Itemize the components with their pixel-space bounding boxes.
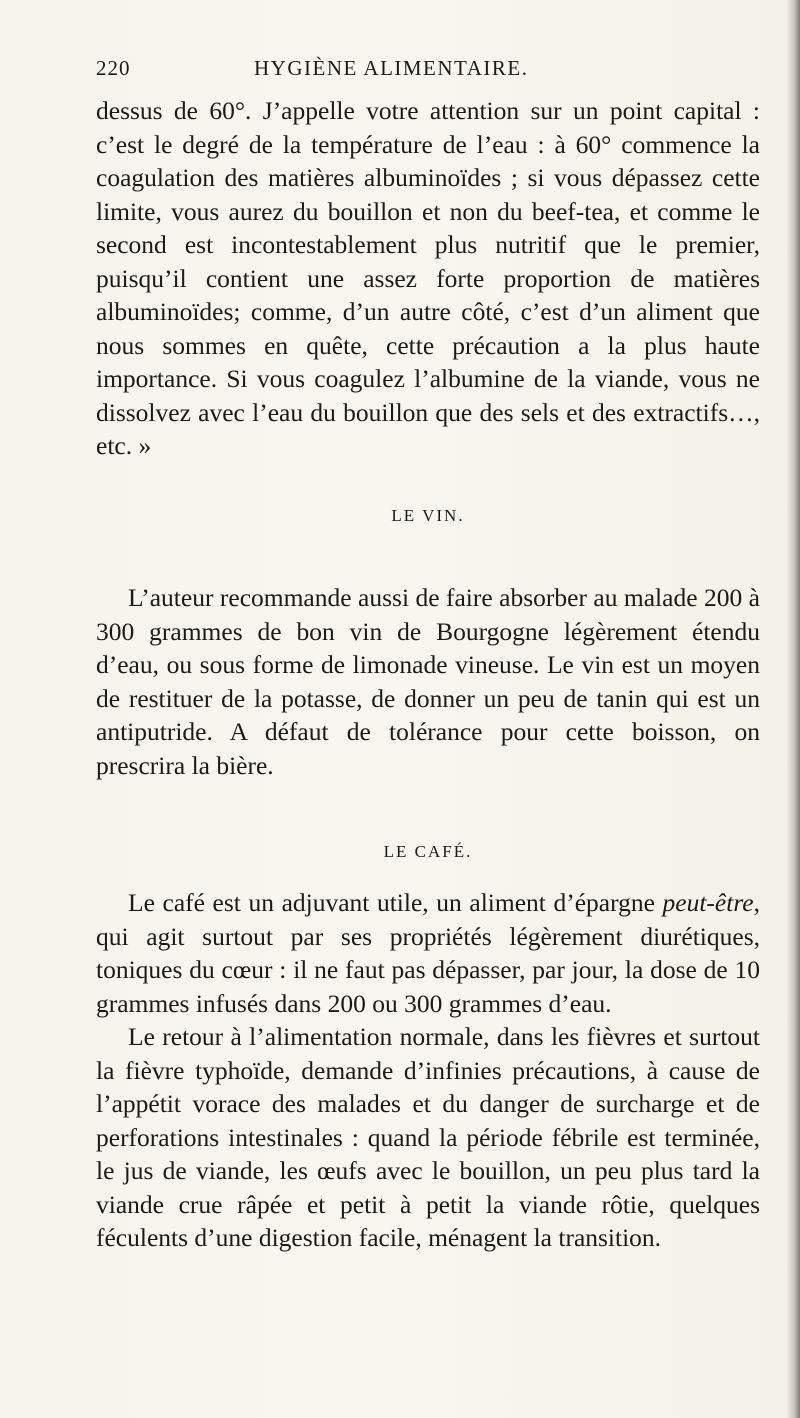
section-heading-vin: LE VIN. <box>391 506 465 525</box>
paragraph-text: L’auteur recommande aussi de faire absorber au malade 200 à 300 grammes de bon vin de Bourgogne légèrement étendu d’eau, ou sous forme de limonade vineuse. Le vin est un moyen de restituer de la potasse, de donner un peu de tanin qui est un antiputride. A défaut de tolérance pour cette boisson, on prescrira la bière. <box>96 583 760 780</box>
section-heading-cafe: LE CAFÉ. <box>383 842 473 861</box>
text-run: Le café est un adjuvant utile, un aliment d’épargne <box>128 888 663 917</box>
paragraph-cafe <box>96 886 760 1255</box>
running-head <box>96 56 760 86</box>
paragraph-vin <box>96 581 760 782</box>
paragraph-text-cafe <box>96 886 760 1020</box>
italic-text-run: peut-être <box>662 888 754 917</box>
running-title: HYGIÈNE ALIMENTAIRE. <box>254 56 529 80</box>
text-run: , qui agit surtout par ses propriétés légèrement diurétiques, toniques du cœur : il ne faut pas dépasser, par jour, la dose de 10 grammes infusés dans 200 ou 300 grammes d’eau. <box>96 888 760 1018</box>
page-number: 220 <box>96 56 131 80</box>
paragraph-text-alimentation: Le retour à l’alimentation normale, dans les fièvres et surtout la fièvre typhoïde, demande d’infinies précautions, à cause de l’appétit vorace des malades et du danger de surcharge et de perforations intestinales : quand la période fébrile est terminée, le jus de viande, les œufs avec le bouillon, un peu plus tard la viande crue râpée et petit à petit la viande rôtie, quelques féculents d’une digestion facile, ménagent la transition. <box>96 1022 760 1252</box>
page-edge-shadow <box>786 0 800 1418</box>
paragraph-text: dessus de 60°. J’appelle votre attention sur un point capital : c’est le degré de la température de l’eau : à 60° commence la coagulation des matières albuminoïdes ; si vous dépassez cette limite, vous aurez du bouillon et non du beef-tea, et comme le second est incontestablement plus nutritif que le premier, puisqu’il contient une assez forte proportion de matières albuminoïdes; comme, d’un autre côté, c’est d’un aliment que nous sommes en quête, cette précaution a la plus haute importance. Si vous coagulez l’albumine de la viande, vous ne dissolvez avec l’eau du bouillon que des sels et des extractifs…, etc. » <box>96 96 760 460</box>
paragraph-beef-tea <box>96 94 760 463</box>
